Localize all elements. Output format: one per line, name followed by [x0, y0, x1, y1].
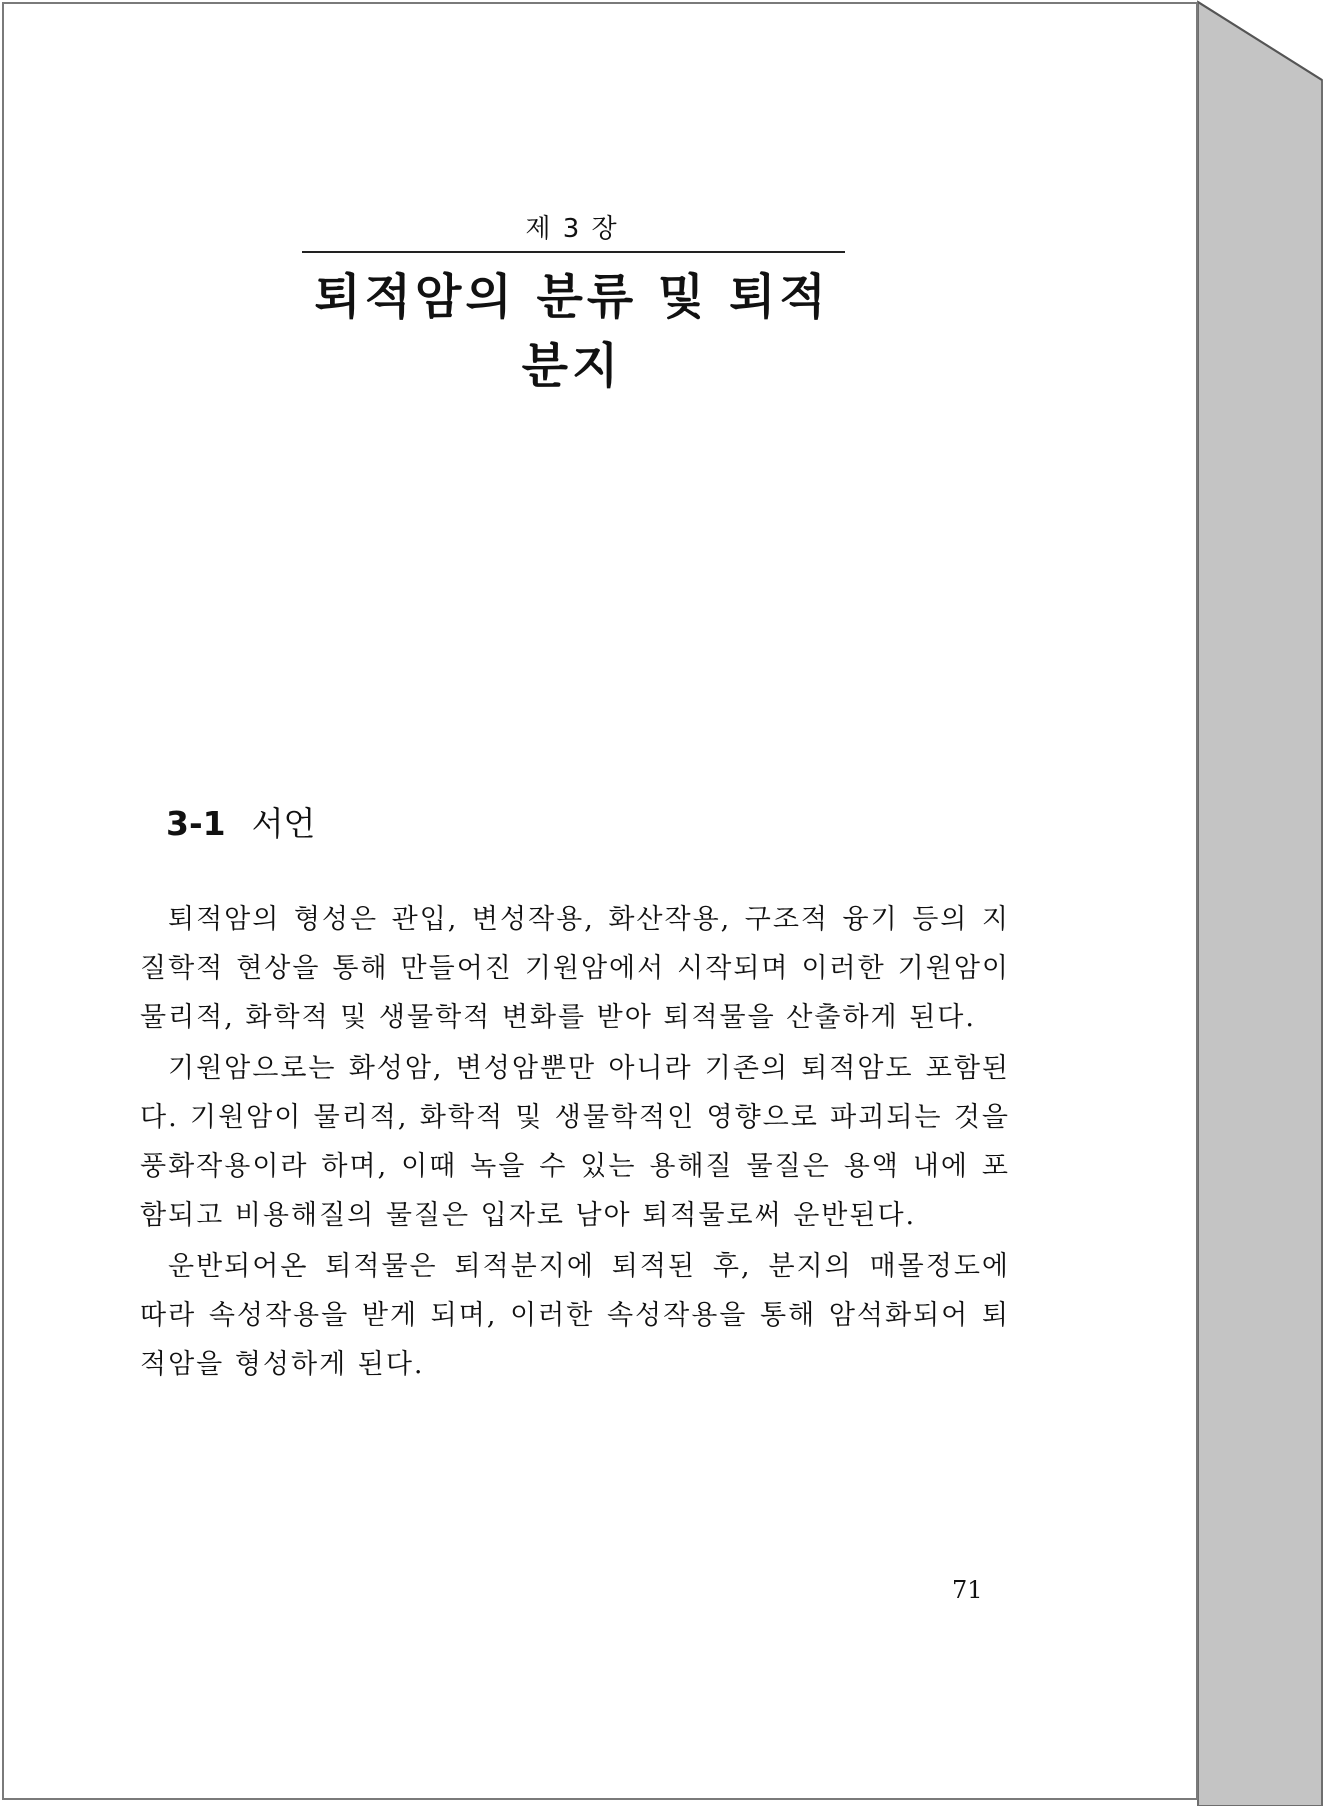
paragraph: 퇴적암의 형성은 관입, 변성작용, 화산작용, 구조적 융기 등의 지질학적 현상을 통해 만들어진 기원암에서 시작되며 이러한 기원암이 물리적, 화학적 및 생물학적 변화를 받아 퇴적물을 산출하게 된다.: [140, 904, 1010, 1033]
paragraph: 기원암으로는 화성암, 변성암뿐만 아니라 기존의 퇴적암도 포함된다. 기원암이 물리적, 화학적 및 생물학적인 영향으로 파괴되는 것을 풍화작용이라 하며, 이때 녹을 수 있는 용해질 물질은 용액 내에 포함되고 비용해질의 물질은 입자로 남아 퇴적물로써 운반된다.: [140, 1053, 1010, 1231]
section-title: 서언: [251, 804, 316, 843]
page-number: 71: [952, 1576, 983, 1604]
chapter-title: 퇴적암의 분류 및 퇴적분지: [314, 269, 830, 394]
chapter-number: 제 3 장: [525, 214, 619, 244]
paragraph: 운반되어온 퇴적물은 퇴적분지에 퇴적된 후, 분지의 매몰정도에 따라 속성작용을 받게 되며, 이러한 속성작용을 통해 암석화되어 퇴적암을 형성하게 된다.: [140, 1251, 1010, 1380]
body-text: [140, 895, 1010, 1391]
section-number: 3-1: [166, 804, 226, 843]
section-heading: [166, 798, 315, 845]
chapter-divider: [302, 251, 845, 253]
